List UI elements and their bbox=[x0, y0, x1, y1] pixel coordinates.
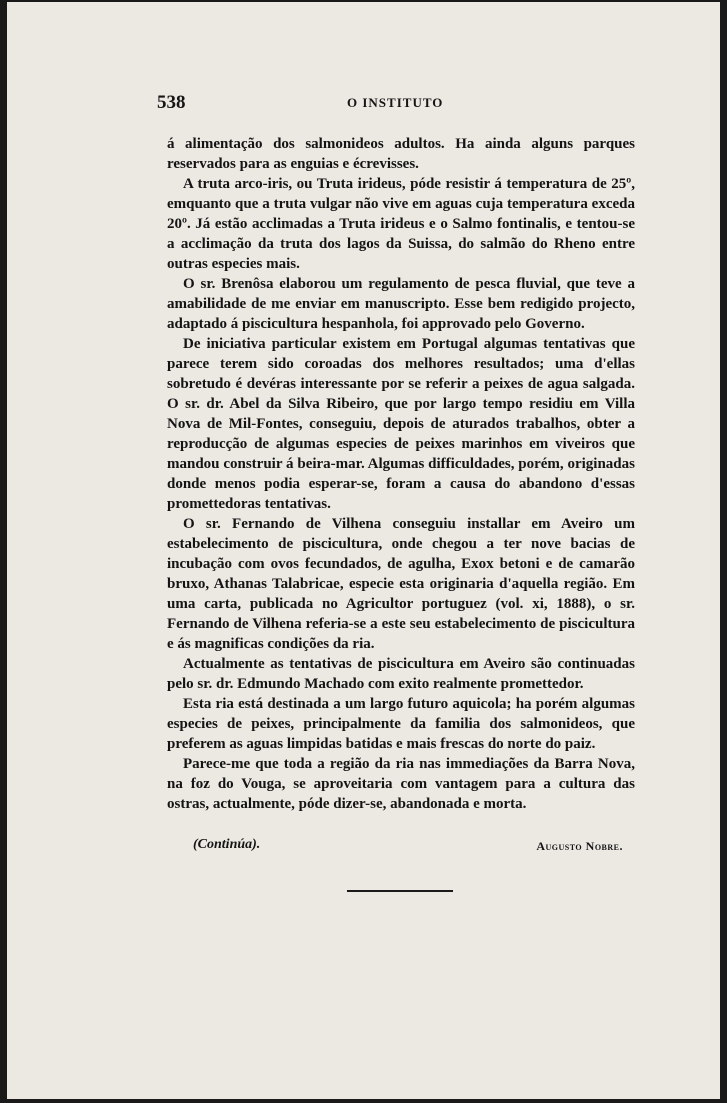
section-rule bbox=[347, 890, 453, 892]
running-title: O INSTITUTO bbox=[347, 95, 444, 110]
paragraph: O sr. Brenôsa elaborou um regulamento de pesca fluvial, que teve a amabilidade de me enviar em manuscripto. Esse bem redigido projecto, adaptado á piscicultura hespanhola, foi approvado pelo Governo. bbox=[167, 276, 635, 332]
author-name: Augusto Nobre. bbox=[536, 839, 623, 853]
paragraph: Parece-me que toda a região da ria nas immediações da Barra Nova, na foz do Vouga, se aproveitaria com vantagem para a cultura das ostras, actualmente, póde dizer-se, abandonada e morta. bbox=[167, 756, 635, 812]
paragraph: Esta ria está destinada a um largo futuro aquicola; ha porém algumas especies de peixes, principalmente da familia dos salmonideos, que preferem as aguas limpidas batidas e mais frescas do norte do paiz. bbox=[167, 696, 635, 752]
paragraph: De iniciativa particular existem em Portugal algumas tentativas que parece terem sido coroadas dos melhores resultados; uma d'ellas sobretudo é devéras interessante por se referir a peixes de agua salgada. O sr. dr. Abel da Silva Ribeiro, que por largo tempo residiu em Villa Nova de Mil-Fontes, conseguiu, depois de aturados trabalhos, obter a reproducção de algumas especies de peixes marinhos em viveiros que mandou construir á beira-mar. Algumas difficuldades, porém, originadas donde menos podia esperar-se, foram a causa do abandono d'essas promettedoras tentativas. bbox=[167, 336, 635, 512]
page-header bbox=[157, 92, 627, 114]
paragraph: á alimentação dos salmonideos adultos. Ha ainda alguns parques reservados para as enguias e écrevisses. bbox=[167, 136, 635, 172]
article-body bbox=[167, 134, 635, 814]
paragraph: O sr. Fernando de Vilhena conseguiu installar em Aveiro um estabelecimento de piscicultura, onde chegou a ter nove bacias de incubação com ovos fecundados, de agulha, Exox betoni e de camarão bruxo, Athanas Talabricae, especie esta originaria d'aquella região. Em uma carta, publicada no Agricultor portuguez (vol. xi, 1888), o sr. Fernando de Vilhena referia-se a este seu estabelecimento de piscicultura e ás magnificas condições da ria. bbox=[167, 516, 635, 652]
page-content bbox=[7, 2, 720, 1099]
page-number: 538 bbox=[157, 92, 186, 113]
signoff bbox=[193, 837, 623, 857]
continued-note: (Continúa). bbox=[193, 837, 261, 852]
paragraph: A truta arco-iris, ou Truta irideus, póde resistir á temperatura de 25º, emquanto que a truta vulgar não vive em aguas cuja temperatura exceda 20º. Já estão acclimadas a Truta irideus e o Salmo fontinalis, e tentou-se a acclimação da truta dos lagos da Suissa, do salmão do Rheno entre outras especies mais. bbox=[167, 176, 635, 272]
paragraph: Actualmente as tentativas de piscicultura em Aveiro são continuadas pelo sr. dr. Edmundo Machado com exito realmente promettedor. bbox=[167, 656, 635, 692]
scanned-page bbox=[7, 2, 720, 1099]
